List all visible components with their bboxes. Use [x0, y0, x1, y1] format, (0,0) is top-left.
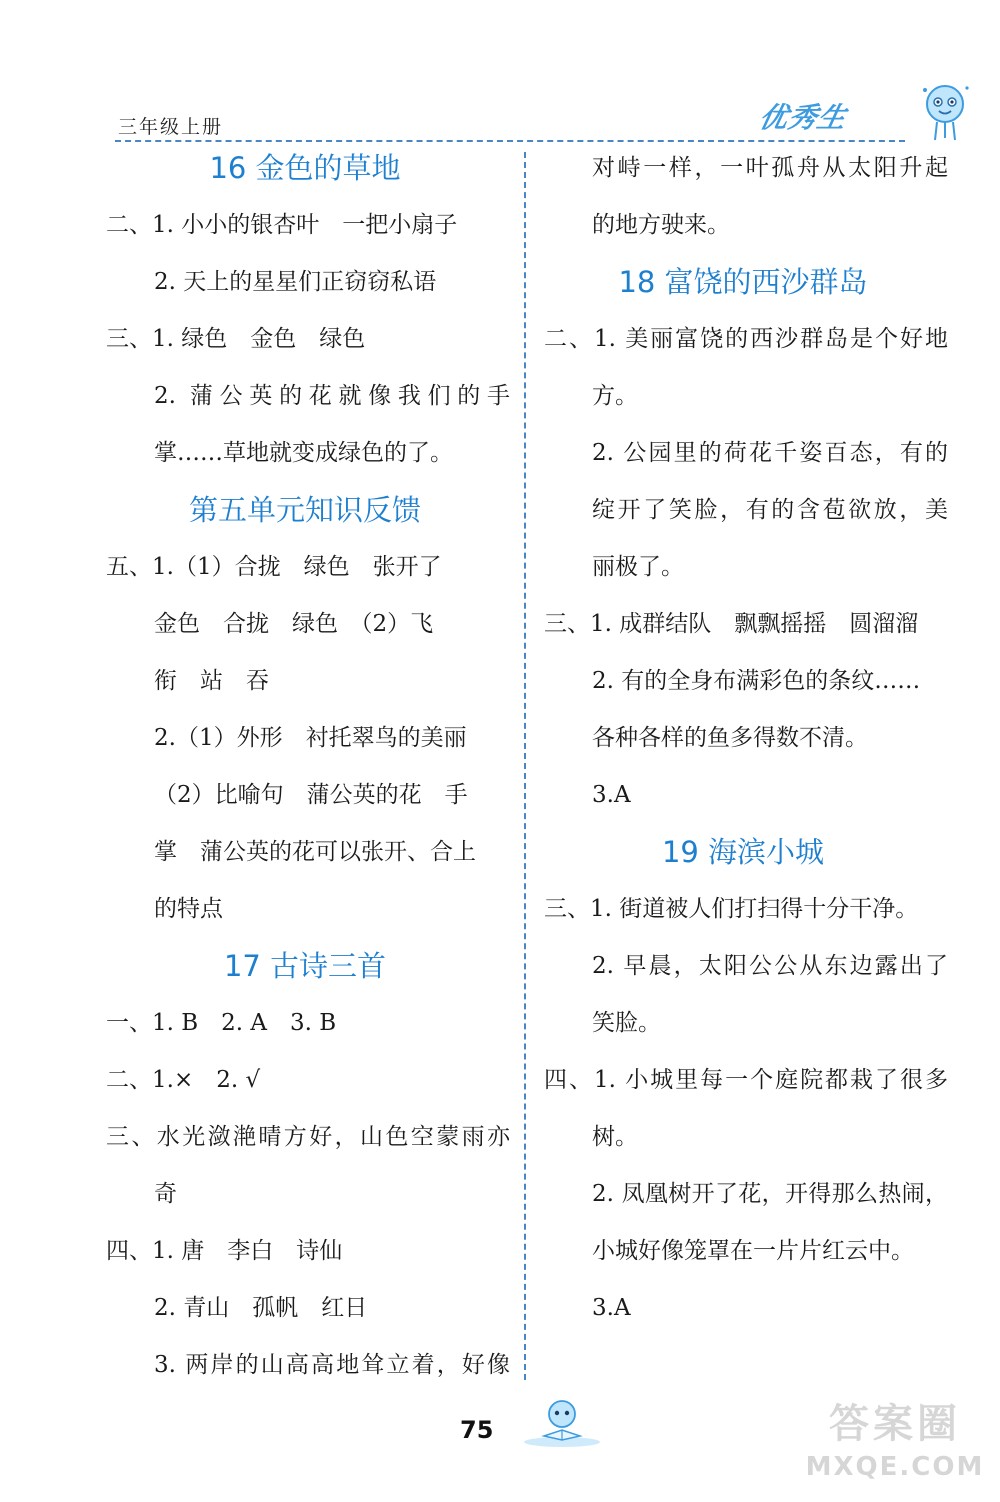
answer-line: 一、1. B 2. A 3. B: [106, 1010, 337, 1036]
answer-line: 三、水光潋滟晴方好，山色空蒙雨亦: [106, 1124, 510, 1150]
answer-line: （2）比喻句 蒲公英的花 手: [154, 782, 468, 808]
answer-line: 掌 蒲公英的花可以张开、合上: [154, 839, 476, 865]
answer-line: 2. 蒲公英的花就像我们的手: [154, 383, 510, 409]
answer-line: 方。: [592, 383, 638, 409]
watermark-title: 答案圈: [829, 1401, 961, 1447]
answer-line: 金色 合拢 绿色 （2）飞: [154, 611, 434, 637]
brand-logo: 优秀生: [756, 101, 851, 134]
answer-line: 三、1. 街道被人们打扫得十分干净。: [544, 896, 919, 922]
watermark: [800, 1398, 990, 1498]
answer-line: 2. 天上的星星们正窃窃私语: [154, 269, 437, 295]
page-header: [0, 0, 1000, 150]
column-divider: [524, 152, 526, 1380]
answer-line: 3.A: [592, 1295, 631, 1321]
answer-line: 2. 有的全身布满彩色的条纹……: [592, 668, 921, 694]
answer-line: 衔 站 吞: [154, 668, 269, 694]
reading-mascot-icon: [522, 1396, 602, 1448]
answer-line: 2. 公园里的荷花千姿百态，有的: [592, 440, 948, 466]
answer-line: 的地方驶来。: [592, 212, 730, 238]
grade-label: 三年级上册: [118, 116, 224, 138]
answer-line: 树。: [592, 1124, 638, 1150]
answer-line: 二、1. 美丽富饶的西沙群岛是个好地: [544, 326, 948, 352]
section-title: 19 海滨小城: [661, 835, 825, 869]
answer-line: 三、1. 成群结队 飘飘摇摇 圆溜溜: [544, 611, 919, 637]
page-number: 75: [460, 1416, 494, 1444]
answer-line: 掌……草地就变成绿色的了。: [154, 440, 453, 466]
answer-line: 2. 凤凰树开了花，开得那么热闹，: [592, 1181, 948, 1207]
section-title: 17 古诗三首: [223, 949, 387, 983]
answer-line: 四、1. 小城里每一个庭院都栽了很多: [544, 1067, 948, 1093]
answer-line: 二、1. 小小的银杏叶 一把小扇子: [106, 212, 458, 238]
answer-line: 绽开了笑脸，有的含苞欲放，美: [592, 497, 948, 523]
answer-line: 2. 青山 孤帆 红日: [154, 1295, 368, 1321]
watermark-url: MXQE.COM: [805, 1452, 985, 1482]
answer-line: 对峙一样，一叶孤舟从太阳升起: [592, 155, 948, 181]
page-footer: [440, 1392, 610, 1462]
mascot-icon: [915, 80, 975, 144]
answer-line: 丽极了。: [592, 554, 684, 580]
answer-line: 五、1.（1）合拢 绿色 张开了: [106, 554, 442, 580]
answer-line: 2. 早晨，太阳公公从东边露出了: [592, 953, 948, 979]
section-title: 18 富饶的西沙群岛: [618, 265, 868, 299]
answer-line: 小城好像笼罩在一片片红云中。: [592, 1238, 914, 1264]
answer-line: 四、1. 唐 李白 诗仙: [106, 1238, 343, 1264]
answer-line: 三、1. 绿色 金色 绿色: [106, 326, 366, 352]
section-title: 16 金色的草地: [209, 151, 401, 185]
answer-line: 的特点: [154, 896, 223, 922]
section-title: 第五单元知识反馈: [188, 493, 421, 527]
answer-line: 奇: [154, 1181, 177, 1207]
answer-line: 各种各样的鱼多得数不清。: [592, 725, 868, 751]
left-column: [100, 140, 510, 1394]
answer-line: 笑脸。: [592, 1010, 661, 1036]
answer-line: 3. 两岸的山高高地耸立着，好像: [154, 1352, 510, 1378]
right-column: [538, 140, 948, 1337]
answer-line: 二、1.× 2. √: [106, 1067, 261, 1093]
answer-line: 2.（1）外形 衬托翠鸟的美丽: [154, 725, 467, 751]
answer-line: 3.A: [592, 782, 631, 808]
